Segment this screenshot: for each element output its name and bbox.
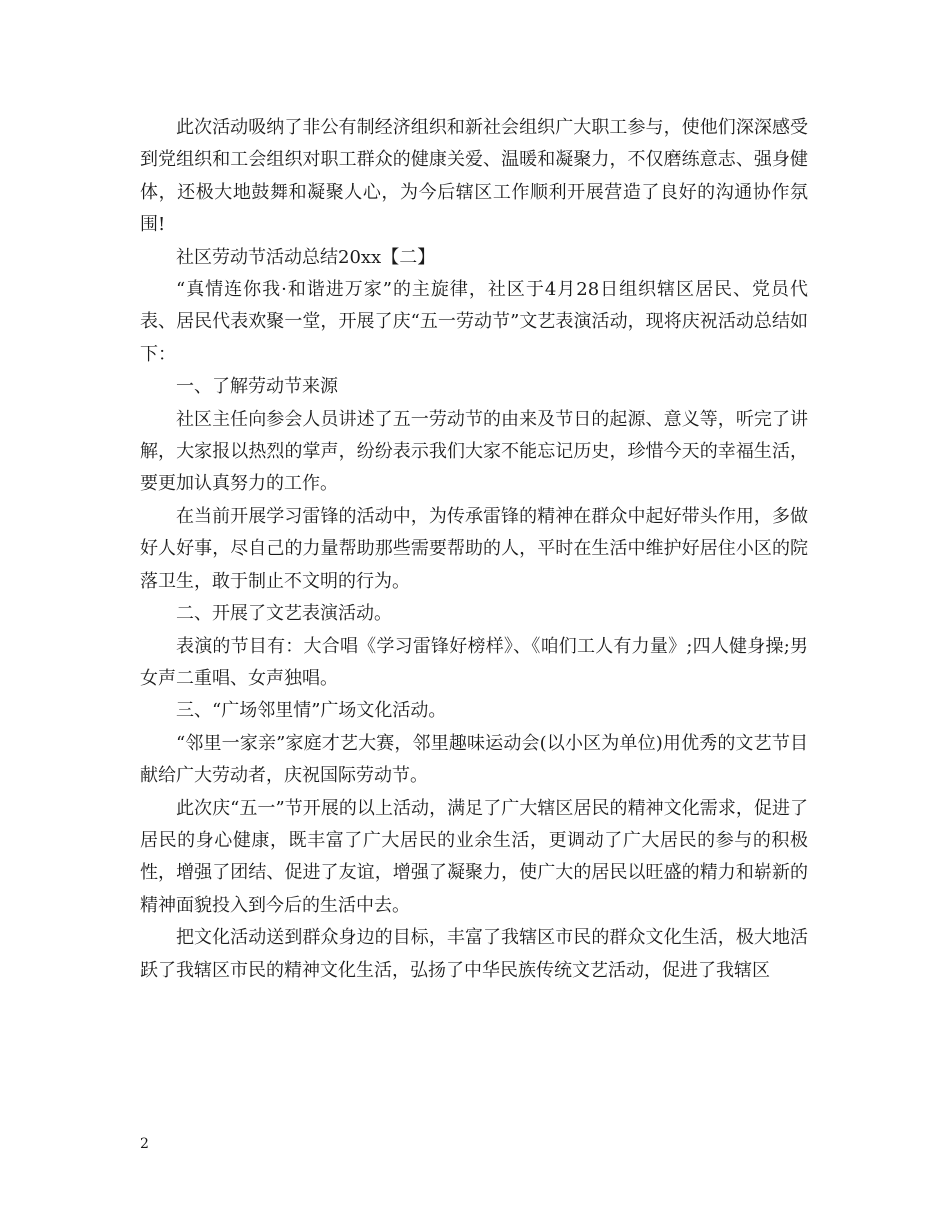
- paragraph-8: 表演的节目有：大合唱《学习雷锋好榜样》、《咱们工人有力量》;四人健身操;男女声二重唱、女声独唱。: [140, 635, 808, 689]
- paragraph-11: 此次庆“五一”节开展的以上活动，满足了广大辖区居民的精神文化需求，促进了居民的身心健康，既丰富了广大居民的业余生活，更调动了广大居民的参与的积极性，增强了团结、促进了友谊，增强了凝聚力，使广大的居民以旺盛的精力和崭新的精神面貌投入到今后的生活中去。: [140, 797, 808, 916]
- section-heading-two: 社区劳动节活动总结20xx【二】: [176, 246, 436, 268]
- document-body: [140, 112, 808, 987]
- paragraph-1: 此次活动吸纳了非公有制经济组织和新社会组织广大职工参与，使他们深深感受到党组织和工会组织对职工群众的健康关爱、温暖和凝聚力，不仅磨练意志、强身健体，还极大地鼓舞和凝聚人心，为今后辖区工作顺利开展营造了良好的沟通协作氛围!: [140, 117, 808, 236]
- paragraph-6: 在当前开展学习雷锋的活动中，为传承雷锋的精神在群众中起好带头作用，多做好人好事，尽自己的力量帮助那些需要帮助的人，平时在生活中维护好居住小区的院落卫生，敢于制止不文明的行为。: [140, 505, 808, 592]
- subheading-two: 二、开展了文艺表演活动。: [176, 603, 392, 625]
- paragraph-3: “真情连你我·和谐进万家”的主旋律，社区于4月28日组织辖区居民、党员代表、居民代表欢聚一堂，开展了庆“五一劳动节”文艺表演活动，现将庆祝活动总结如下：: [140, 279, 808, 365]
- subheading-one: 一、了解劳动节来源: [176, 376, 338, 398]
- paragraph-5: 社区主任向参会人员讲述了五一劳动节的由来及节日的起源、意义等，听完了讲解，大家报以热烈的掌声，纷纷表示我们大家不能忘记历史，珍惜今天的幸福生活，要更加认真努力的工作。: [140, 408, 808, 495]
- page-number: 2: [140, 1136, 149, 1152]
- paragraph-12: 把文化活动送到群众身边的目标，丰富了我辖区市民的群众文化生活，极大地活跃了我辖区市民的精神文化生活，弘扬了中华民族传统文艺活动，促进了我辖区: [140, 927, 808, 981]
- paragraph-10: “邻里一家亲”家庭才艺大赛，邻里趣味运动会(以小区为单位)用优秀的文艺节目献给广大劳动者，庆祝国际劳动节。: [140, 732, 808, 787]
- subheading-three: 三、“广场邻里情”广场文化活动。: [176, 700, 447, 722]
